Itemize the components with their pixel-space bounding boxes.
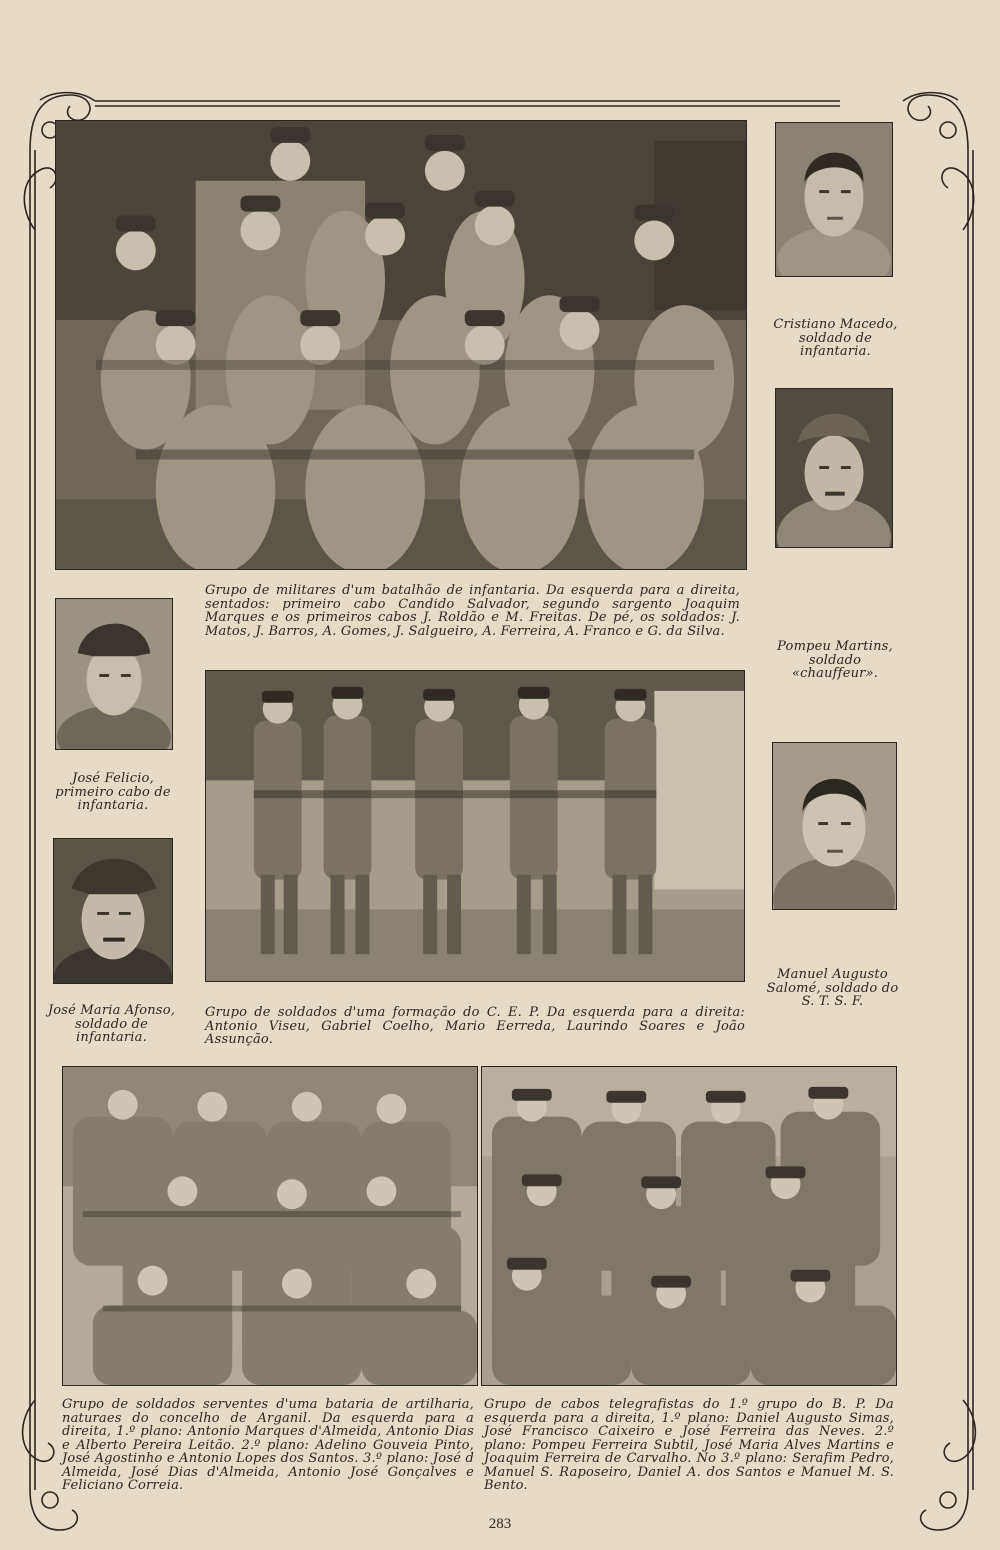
caption-jose-felicio: José Felicio, primeiro cabo de infantaria. xyxy=(55,771,171,813)
caption-artillery-soldiers-group: Grupo de soldados serventes d'uma bataria de artilharia, naturaes do concelho de Arganil. Da esquerda para a direita, 1.º plano: Antonio Marques d'Almeida, Antonio Dias e Alberto Pereira Leitão. 2.º plano: Adelino Gouveia Pinto, José Agostinho e Antonio Lopes dos Santos. 3.º plano: José d Almeida, José Dias d'Almeida, Antonio José Gonçalves e Feliciano Correia. xyxy=(62,1397,474,1493)
portrait-manuel-augusto-salome xyxy=(772,742,897,910)
photo-artillery-soldiers-group xyxy=(62,1066,478,1386)
caption-cristiano-macedo: Cristiano Macedo, soldado de infantaria. xyxy=(773,317,898,359)
portrait-jose-felicio xyxy=(55,598,173,750)
caption-manuel-augusto-salome: Manuel Augusto Salomé, soldado do S. T. S. F. xyxy=(766,967,899,1009)
portrait-cristiano-macedo xyxy=(775,122,893,277)
caption-telegraph-corporals-group: Grupo de cabos telegrafistas do 1.º grupo do B. P. Da esquerda para a direita, 1.º plano: Daniel Augusto Simas, José Francisco Caixeiro e José Ferreira das Neves. 2.º plano: Pompeu Ferreira Subtil, José Maria Alves Martins e Joaquim Ferreira de Carvalho. No 3.º plano: Serafim Pedro, Manuel S. Raposeiro, Daniel A. dos Santos e Manuel M. S. Bento. xyxy=(484,1397,894,1493)
photo-telegraph-corporals-group xyxy=(481,1066,897,1386)
page-number: 283 xyxy=(488,1516,512,1532)
portrait-pompeu-martins xyxy=(775,388,893,548)
caption-cep-soldiers-group: Grupo de soldados d'uma formação do C. E. P. Da esquerda para a direita: Antonio Viseu, Gabriel Coelho, Mario Eerreda, Laurindo Soares e João Assunção. xyxy=(205,1005,745,1047)
caption-jose-maria-afonso: José Maria Afonso, soldado de infantaria. xyxy=(47,1003,176,1045)
photo-cep-soldiers-group xyxy=(205,670,745,982)
caption-pompeu-martins: Pompeu Martins, soldado «chauffeur». xyxy=(777,639,893,681)
portrait-jose-maria-afonso xyxy=(53,838,173,984)
photo-infantry-battalion-group xyxy=(55,120,747,570)
caption-infantry-battalion-group: Grupo de militares d'um batalhão de infantaria. Da esquerda para a direita, sentados: primeiro cabo Candido Salvador, segundo sargento Joaquim Marques e os primeiros cabos J. Roldão e M. Freitas. De pé, os soldados: J. Matos, J. Barros, A. Gomes, J. Salgueiro, A. Ferreira, A. Franco e G. da Silva. xyxy=(205,583,740,639)
